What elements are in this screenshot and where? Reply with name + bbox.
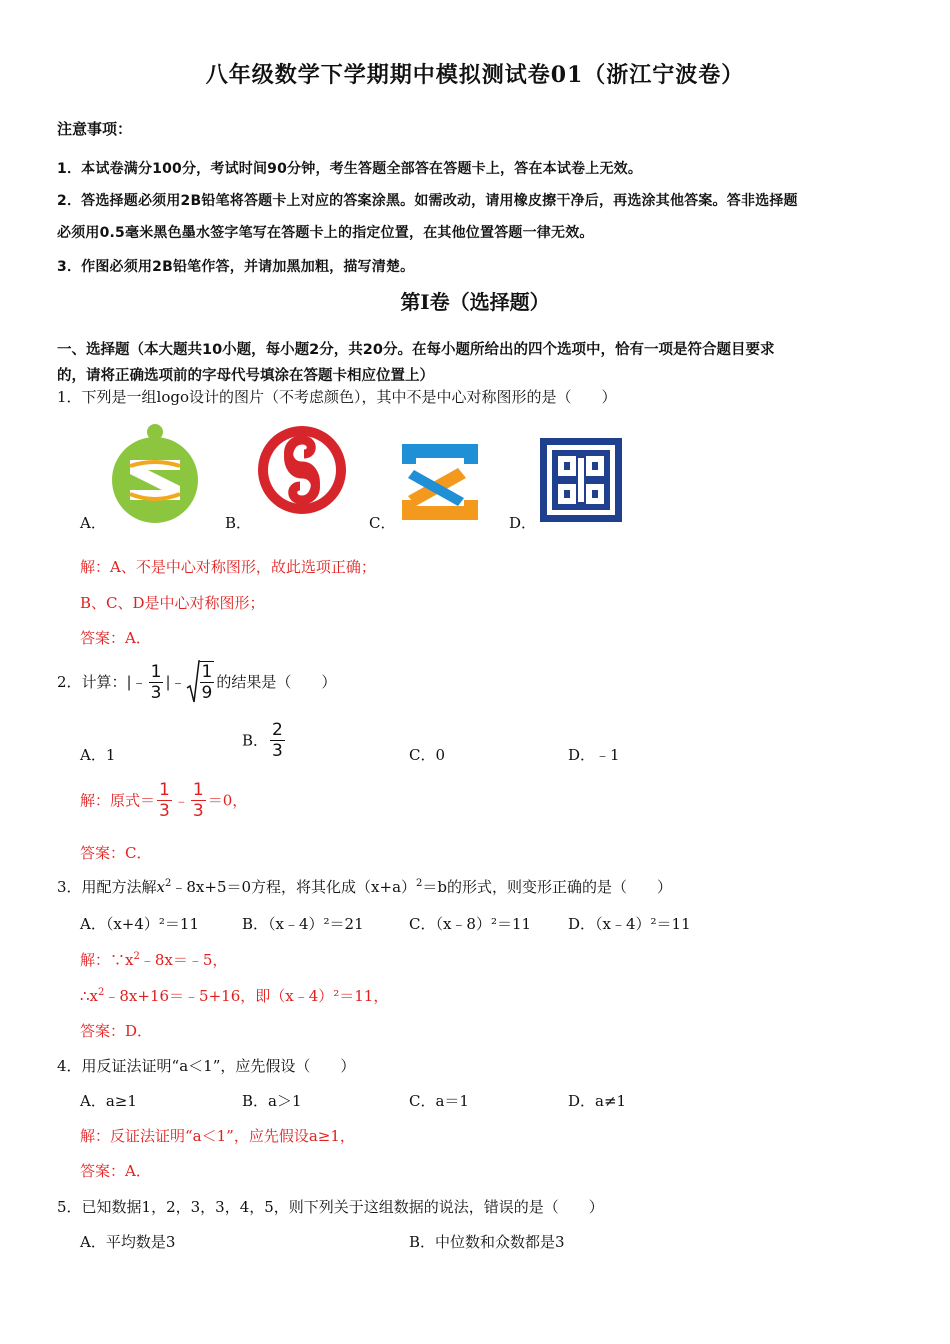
q2-solution-fraction-2 bbox=[191, 780, 206, 821]
part-instruction-line2: 的，请将正确选项前的字母代号填涂在答题卡相应位置上） bbox=[57, 368, 434, 384]
q3-sup-2: 2 bbox=[416, 878, 423, 889]
q1-answer: 答案：A． bbox=[80, 629, 151, 647]
q3-stem bbox=[57, 876, 672, 897]
section-title: 第Ⅰ卷（选择题） bbox=[400, 290, 550, 314]
q2-prefix: 2．计算：|﹣ bbox=[57, 673, 147, 691]
q3-sup-1: 2 bbox=[165, 878, 172, 889]
q2-option-b bbox=[242, 720, 287, 761]
q2-option-b-fraction bbox=[270, 720, 285, 761]
logo-d-image bbox=[540, 438, 622, 522]
q3-option-d: D．（x﹣4）²＝11 bbox=[568, 915, 691, 933]
q3-solution-sup-2: 2 bbox=[98, 987, 105, 998]
q2-solution-fraction-1 bbox=[157, 780, 172, 821]
q3-option-a: A．（x+4）²＝11 bbox=[80, 915, 200, 933]
q1-option-c: C． bbox=[369, 514, 396, 532]
q3-solution-2a: ∴x bbox=[80, 987, 99, 1005]
q2-fraction-1-den: 3 bbox=[150, 682, 162, 703]
q1-stem: 1．下列是一组logo设计的图片（不考虑颜色），其中不是中心对称图形的是（ ） bbox=[57, 388, 617, 406]
q5-option-a: A．平均数是3 bbox=[80, 1233, 176, 1251]
q2-fraction-1-num: 1 bbox=[150, 661, 162, 682]
q5-stem: 5．已知数据1，2，3，3，4，5，则下列关于这组数据的说法，错误的是（ ） bbox=[57, 1198, 604, 1216]
q4-option-d: D．a≠1 bbox=[568, 1092, 627, 1110]
q2-solution-suffix: ＝0， bbox=[207, 791, 248, 810]
q2-option-a: A．1 bbox=[80, 746, 116, 764]
notice-heading: 注意事项： bbox=[57, 120, 133, 138]
notice-item-1: 1．本试卷满分100分，考试时间90分钟，考生答题全部答在答题卡上，答在本试卷上无效。 bbox=[57, 161, 643, 177]
q1-solution-line1: 解：A、不是中心对称图形，故此选项正确； bbox=[80, 558, 376, 576]
q2-fraction-1 bbox=[149, 662, 164, 703]
logo-c-image bbox=[394, 440, 486, 524]
q1-option-b: B． bbox=[225, 514, 252, 532]
q4-stem: 4．用反证法证明“a＜1”，应先假设（ ） bbox=[57, 1057, 356, 1075]
logo-b-image bbox=[256, 420, 348, 520]
q2-option-b-num: 2 bbox=[272, 720, 283, 740]
q5-option-b: B．中位数和众数都是3 bbox=[409, 1233, 565, 1251]
q3-var-x: x bbox=[156, 878, 166, 896]
notice-item-2b: 必须用0.5毫米黑色墨水签字笔写在答题卡上的指定位置，在其他位置答题一律无效。 bbox=[57, 225, 594, 241]
q1-solution-line2: B、C、D是中心对称图形； bbox=[80, 594, 265, 612]
q3-solution-2b: ﹣8x+16＝﹣5+16，即（x﹣4）²＝11， bbox=[104, 987, 389, 1005]
q3-solution-1b: ﹣8x＝﹣5， bbox=[139, 951, 228, 969]
q3-solution-sup-1: 2 bbox=[133, 951, 140, 962]
part-instruction-line1: 一、选择题（本大题共10小题，每小题2分，共20分。在每小题所给出的四个选项中，恰有一项是符合题目要求 bbox=[57, 342, 775, 358]
q2-solution-fraction-1-den: 3 bbox=[159, 801, 170, 821]
q2-solution-fraction-2-num: 1 bbox=[192, 780, 204, 800]
q2-mid: |﹣ bbox=[165, 673, 186, 691]
q3-solution-line2 bbox=[80, 985, 388, 1006]
q2-option-d: D．﹣1 bbox=[568, 746, 620, 764]
q2-fraction-2 bbox=[200, 661, 215, 703]
q2-solution-fraction-1-num: 1 bbox=[159, 780, 170, 800]
q4-answer: 答案：A． bbox=[80, 1162, 151, 1180]
q2-suffix: 的结果是（ ） bbox=[216, 673, 337, 691]
q4-solution: 解：反证法证明“a＜1”，应先假设a≥1， bbox=[80, 1127, 355, 1145]
q3-solution-line1 bbox=[80, 949, 227, 970]
q3-option-b: B．（x﹣4）²＝21 bbox=[242, 915, 364, 933]
q2-sqrt bbox=[186, 660, 217, 704]
q3-option-c: C．（x﹣8）²＝11 bbox=[409, 915, 532, 933]
q3-stem-b: ﹣8x+5＝0方程，将其化成（x+a） bbox=[171, 878, 417, 896]
q3-solution-1a: 解：∵x bbox=[80, 951, 134, 969]
q2-fraction-2-den: 9 bbox=[201, 683, 213, 703]
q2-stem bbox=[57, 660, 336, 704]
q2-option-c: C．0 bbox=[409, 746, 446, 764]
q4-option-c: C．a＝1 bbox=[409, 1092, 469, 1110]
q2-fraction-2-num: 1 bbox=[201, 662, 213, 682]
q4-option-a: A．a≥1 bbox=[80, 1092, 137, 1110]
logo-a-image bbox=[106, 420, 204, 524]
notice-item-2a: 2．答选择题必须用2B铅笔将答题卡上对应的答案涂黑。如需改动，请用橡皮擦干净后，再选涂其他答案。答非选择题 bbox=[57, 193, 798, 209]
q3-answer: 答案：D． bbox=[80, 1022, 153, 1040]
q2-solution-prefix: 解：原式＝ bbox=[80, 791, 156, 810]
q2-answer: 答案：C． bbox=[80, 844, 152, 862]
page-title: 八年级数学下学期期中模拟测试卷01（浙江宁波卷） bbox=[205, 62, 745, 88]
q4-option-b: B．a＞1 bbox=[242, 1092, 302, 1110]
notice-item-3: 3．作图必须用2B铅笔作答，并请加黑加粗，描写清楚。 bbox=[57, 259, 415, 275]
q1-option-a: A． bbox=[80, 514, 106, 532]
q3-stem-c: ＝b的形式，则变形正确的是（ ） bbox=[422, 878, 673, 896]
q3-stem-a: 3．用配方法解 bbox=[57, 878, 157, 896]
q1-option-d: D． bbox=[509, 514, 537, 532]
radical-sign-icon bbox=[186, 660, 200, 704]
q2-solution bbox=[80, 780, 247, 821]
q2-solution-fraction-2-den: 3 bbox=[192, 801, 204, 821]
q2-option-b-label: B． bbox=[242, 731, 269, 750]
q2-option-b-den: 3 bbox=[272, 741, 283, 761]
q2-solution-mid: ﹣ bbox=[173, 791, 189, 810]
